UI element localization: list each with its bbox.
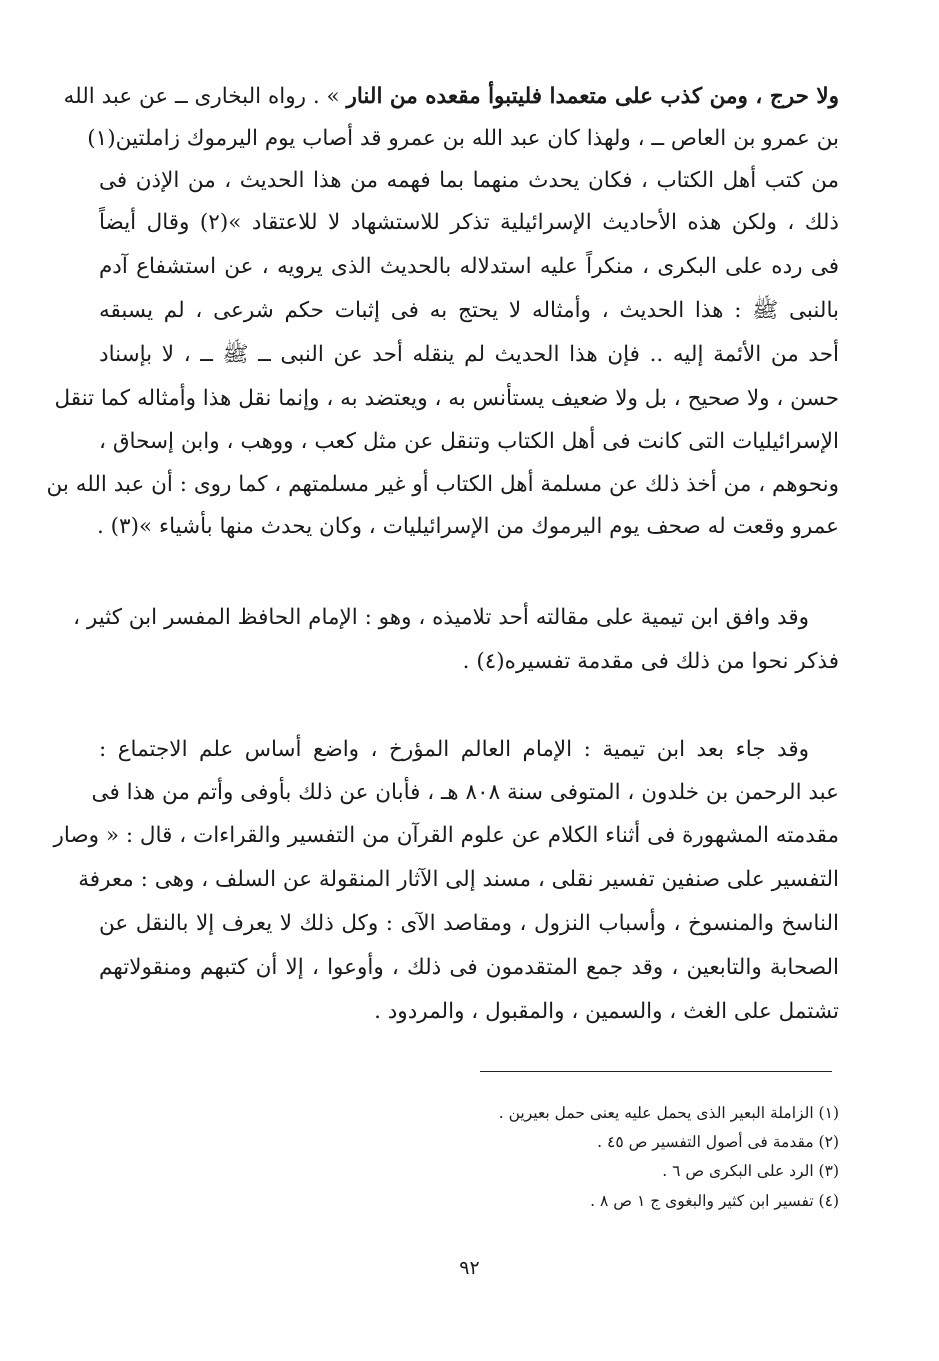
text-line: أحد من الأئمة إليه .. فإن هذا الحديث لم ينقله أحد عن النبى ــ ﷺ ــ ، لا بإسناد bbox=[99, 342, 839, 367]
text-span: » . رواه البخارى ــ عن عبد الله bbox=[63, 84, 347, 109]
footnote: (٢) مقدمة فى أصول التفسير ص ٤٥ . bbox=[597, 1133, 839, 1151]
text-line: وقد جاء بعد ابن تيمية : الإمام العالم المؤرخ ، واضع أساس علم الاجتماع : bbox=[99, 737, 809, 762]
footnote-separator bbox=[480, 1071, 832, 1072]
text-line bbox=[63, 82, 839, 112]
text-line: وقد وافق ابن تيمية على مقالته أحد تلاميذه ، وهو : الإمام الحافظ المفسر ابن كثير ، bbox=[73, 605, 809, 630]
text-line: عبد الرحمن بن خلدون ، المتوفى سنة ٨٠٨ هـ ، فأبان عن ذلك بأوفى وأتم من هذا فى bbox=[91, 780, 839, 805]
text-line: من كتب أهل الكتاب ، فكان يحدث منهما بما فهمه من هذا الحديث ، من الإذن فى bbox=[99, 168, 839, 193]
text-line: الصحابة والتابعين ، وقد جمع المتقدمون فى ذلك ، وأوعوا ، إلا أن كتبهم ومنقولاتهم bbox=[99, 955, 839, 980]
text-line: التفسير على صنفين تفسير نقلى ، مسند إلى الآثار المنقولة عن السلف ، وهى : معرفة bbox=[78, 867, 839, 892]
text-line: بالنبى ﷺ : هذا الحديث ، وأمثاله لا يحتج به فى إثبات حكم شرعى ، لم يسبقه bbox=[99, 298, 839, 323]
text-line: الناسخ والمنسوخ ، وأسباب النزول ، ومقاصد الآى : وكل ذلك لا يعرف إلا بالنقل عن bbox=[99, 911, 839, 936]
text-line: مقدمته المشهورة فى أثناء الكلام عن علوم القرآن من التفسير والقراءات ، قال : « وصار bbox=[53, 823, 839, 848]
text-line: تشتمل على الغث ، والسمين ، والمقبول ، والمردود . bbox=[374, 999, 839, 1024]
footnote: (١) الزاملة البعير الذى يحمل عليه يعنى حمل بعيرين . bbox=[498, 1104, 839, 1122]
text-line: ذلك ، ولكن هذه الأحاديث الإسرائيلية تذكر للاستشهاد لا للاعتقاد »(٢) وقال أيضاً bbox=[99, 210, 839, 235]
hadith-quote: ولا حرج ، ومن كذب على متعمدا فليتبوأ مقعده من النار bbox=[346, 84, 839, 109]
page-number: ٩٢ bbox=[459, 1257, 480, 1279]
text-line: عمرو وقعت له صحف يوم اليرموك من الإسرائيليات ، وكان يحدث منها بأشياء »(٣) . bbox=[96, 514, 839, 539]
footnote: (٤) تفسير ابن كثير والبغوى ج ١ ص ٨ . bbox=[590, 1192, 839, 1210]
text-line: ونحوهم ، من أخذ ذلك عن مسلمة أهل الكتاب أو غير مسلمتهم ، كما روى : أن عبد الله بن bbox=[46, 472, 839, 497]
text-line: الإسرائيليات التى كانت فى أهل الكتاب وتنقل عن مثل كعب ، ووهب ، وابن إسحاق ، bbox=[99, 429, 839, 454]
text-line: حسن ، ولا صحيح ، بل ولا ضعيف يستأنس به ، ويعتضد به ، وإنما نقل هذا وأمثاله كما تنقل bbox=[54, 386, 839, 411]
footnote: (٣) الرد على البكرى ص ٦ . bbox=[662, 1162, 839, 1180]
text-line: بن عمرو بن العاص ــ ، ولهذا كان عبد الله بن عمرو قد أصاب يوم اليرموك زاملتين(١) bbox=[87, 126, 839, 151]
text-line: فى رده على البكرى ، منكراً عليه استدلاله بالحديث الذى يرويه ، عن استشفاع آدم bbox=[99, 254, 839, 279]
text-line: فذكر نحوا من ذلك فى مقدمة تفسيره(٤) . bbox=[462, 649, 839, 674]
